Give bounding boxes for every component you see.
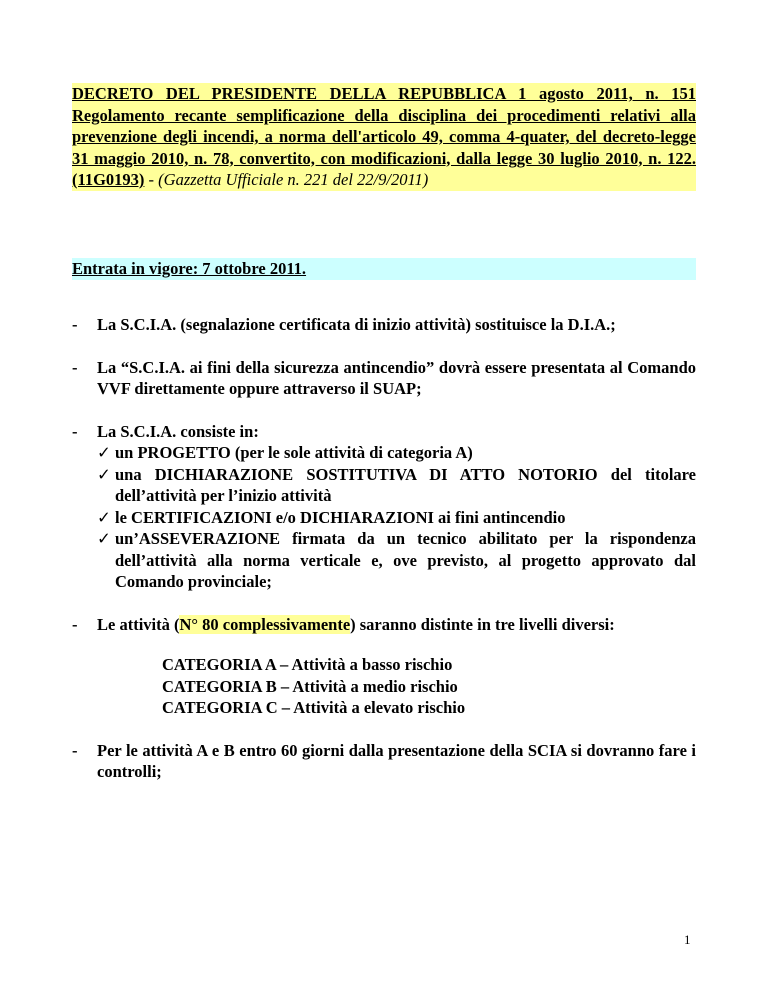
checklist [97, 442, 696, 593]
decree-header [72, 83, 696, 191]
checklist-item [97, 507, 696, 529]
checkmark-icon: ✓ [97, 529, 111, 548]
category-b: CATEGORIA B – Attività a medio rischio [162, 676, 458, 696]
category-list [162, 654, 696, 719]
list-item-scia-consists [72, 421, 696, 593]
entry-into-force-text: Entrata in vigore: 7 ottobre 2011. [72, 259, 307, 278]
checklist-text: una DICHIARAZIONE SOSTITUTIVA DI ATTO NOTORIO del titolare dell’attività per l’inizio attività [115, 464, 696, 505]
gazette-source: (Gazzetta Ufficiale n. 221 del 22/9/2011) [158, 170, 429, 189]
item-text: La S.C.I.A. (segnalazione certificata di inizio attività) sostituisce la D.I.A.; [97, 315, 616, 334]
category-a: CATEGORIA A – Attività a basso rischio [162, 655, 453, 674]
activities-prefix: Le attività ( [97, 614, 180, 634]
checklist-item [97, 442, 696, 464]
checkmark-icon: ✓ [97, 443, 111, 462]
checklist-text: un’ASSEVERAZIONE firmata da un tecnico abilitato per la rispondenza dell’attività alla norma verticale e, ove previsto, al progetto approvato dal Comando provinciale; [115, 529, 696, 591]
dash-marker: - [72, 357, 78, 377]
checklist-text: le CERTIFICAZIONI e/o DICHIARAZIONI ai fini antincendio [115, 507, 566, 527]
item-text: Per le attività A e B entro 60 giorni dalla presentazione della SCIA si dovranno fare i controlli; [97, 740, 696, 781]
list-item-scia-replaces [72, 314, 696, 336]
decree-title: DECRETO DEL PRESIDENTE DELLA REPUBBLICA 1 agosto 2011, n. 151 [72, 84, 696, 103]
item-intro: La S.C.I.A. consiste in: [97, 421, 259, 441]
list-item-activities [72, 614, 696, 719]
dash-marker: - [72, 421, 78, 441]
entry-into-force-bar [72, 258, 696, 280]
activities-suffix: ) saranno distinte in tre livelli diversi: [350, 614, 615, 634]
checkmark-icon: ✓ [97, 507, 111, 527]
decree-subtitle: Regolamento recante semplificazione della disciplina dei procedimenti relativi alla prevenzione degli incendi, a norma dell'articolo 49, comma 4-quater, del decreto-legge 31 maggio 2010, n. 78, convertito, con modificazioni, dalla legge 30 luglio 2010, n. 122. (11G0193) [72, 105, 696, 189]
category-c: CATEGORIA C – Attività a elevato rischio [162, 698, 466, 717]
dash-marker: - [72, 614, 78, 634]
dash-marker: - [72, 315, 78, 334]
list-item-controls [72, 740, 696, 783]
activities-count-highlight: N° 80 complessivamente [179, 614, 351, 634]
dash-marker: - [72, 740, 78, 760]
page-number: 1 [684, 932, 691, 947]
header-separator: - [144, 170, 159, 189]
checklist-item [97, 528, 696, 593]
list-item-scia-presentation [72, 357, 696, 400]
checklist-text: un PROGETTO (per le sole attività di categoria A) [115, 443, 473, 462]
checkmark-icon: ✓ [97, 464, 111, 484]
checklist-item [97, 464, 696, 507]
item-text: La “S.C.I.A. ai fini della sicurezza antincendio” dovrà essere presentata al Comando VVF direttamente oppure attraverso il SUAP; [97, 357, 696, 398]
bullet-list [72, 314, 696, 804]
